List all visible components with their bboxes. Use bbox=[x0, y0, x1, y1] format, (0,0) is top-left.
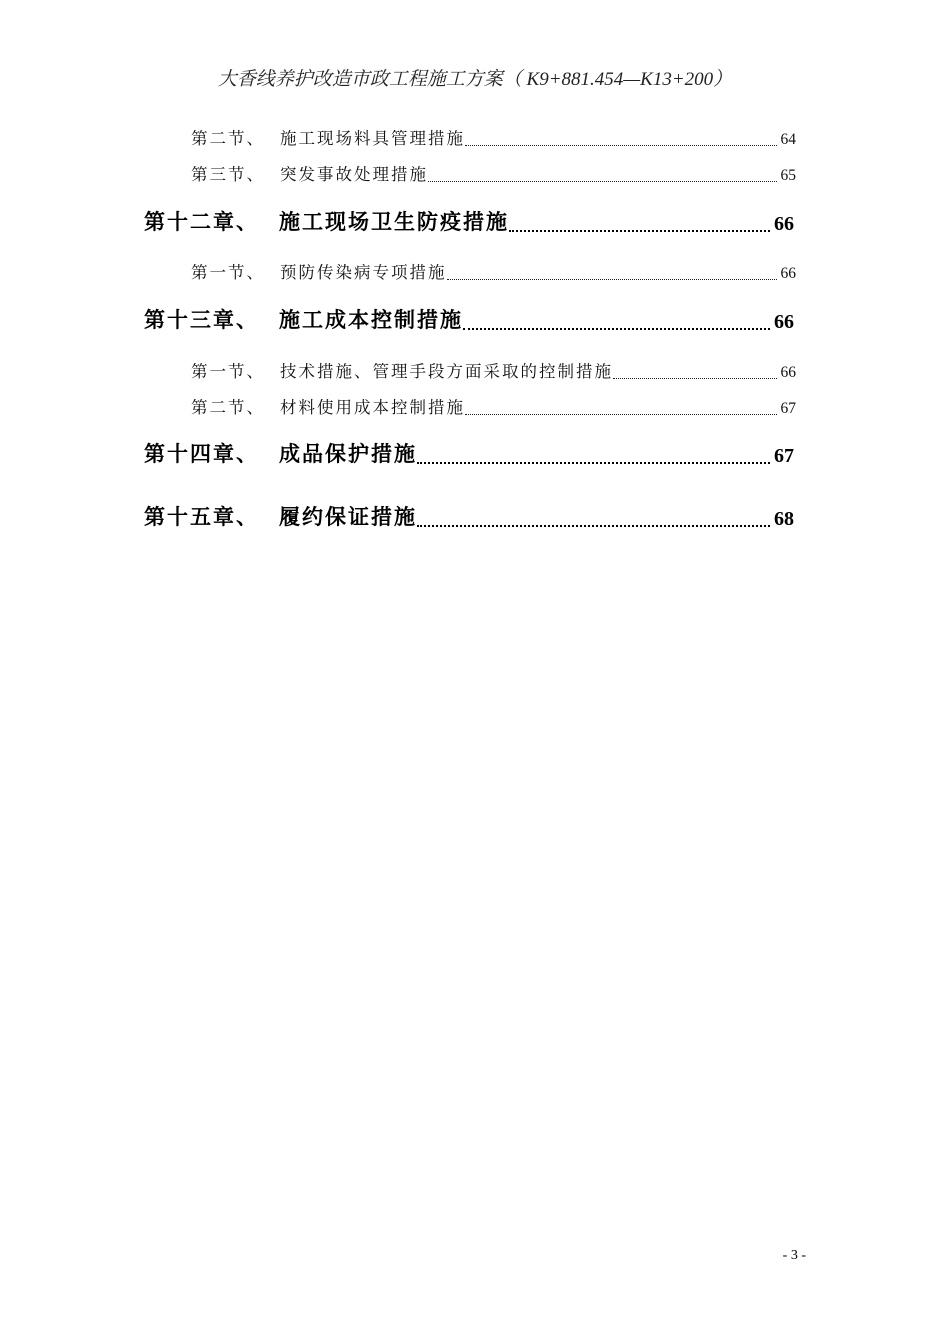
toc-entry-title: 预防传染病专项措施 bbox=[280, 263, 447, 282]
toc-leader-dots bbox=[463, 328, 770, 330]
toc-entry-number: 第一节、 bbox=[191, 362, 265, 381]
toc-chapter-entry[interactable] bbox=[0, 306, 950, 334]
toc-section-entry[interactable] bbox=[0, 163, 950, 185]
toc-entry-title: 材料使用成本控制措施 bbox=[280, 398, 465, 417]
toc-leader-dots bbox=[465, 414, 777, 415]
toc-entry-page: 66 bbox=[774, 213, 794, 235]
toc-leader-dots bbox=[613, 378, 777, 379]
toc-entry-page: 66 bbox=[780, 364, 796, 381]
toc-entry-number: 第一节、 bbox=[191, 263, 265, 282]
toc-leader-dots bbox=[428, 181, 777, 182]
toc-entry-page: 64 bbox=[780, 131, 796, 148]
toc-entry-title: 成品保护措施 bbox=[279, 441, 417, 466]
toc-entry-page: 66 bbox=[774, 311, 794, 333]
toc-entry-page: 65 bbox=[780, 167, 796, 184]
toc-entry-number: 第二节、 bbox=[191, 398, 265, 417]
toc-entry-number: 第十三章、 bbox=[144, 307, 259, 332]
toc-entry-number: 第三节、 bbox=[191, 165, 265, 184]
toc-entry-title: 施工成本控制措施 bbox=[279, 307, 463, 332]
toc-leader-dots bbox=[447, 279, 777, 280]
toc-entry-title: 突发事故处理措施 bbox=[280, 165, 428, 184]
toc-leader-dots bbox=[417, 525, 770, 527]
toc-entry-page: 68 bbox=[774, 508, 794, 530]
toc-chapter-entry[interactable] bbox=[0, 503, 950, 531]
toc-leader-dots bbox=[417, 462, 770, 464]
toc-entry-number: 第十二章、 bbox=[144, 209, 259, 234]
toc-entry-title: 履约保证措施 bbox=[279, 504, 417, 529]
toc-entry-page: 67 bbox=[780, 400, 796, 417]
toc-entry-page: 67 bbox=[774, 445, 794, 467]
toc-section-entry[interactable] bbox=[0, 127, 950, 149]
toc-leader-dots bbox=[509, 230, 770, 232]
toc-entry-title: 施工现场料具管理措施 bbox=[280, 129, 465, 148]
toc-entry-page: 66 bbox=[780, 265, 796, 282]
toc-section-entry[interactable] bbox=[0, 360, 950, 382]
toc-entry-title: 施工现场卫生防疫措施 bbox=[279, 209, 509, 234]
toc-entry-title: 技术措施、管理手段方面采取的控制措施 bbox=[280, 362, 613, 381]
toc-entry-number: 第十五章、 bbox=[144, 504, 259, 529]
page-number: - 3 - bbox=[782, 1248, 806, 1263]
toc-chapter-entry[interactable] bbox=[0, 440, 950, 468]
toc-section-entry[interactable] bbox=[0, 396, 950, 418]
toc-leader-dots bbox=[465, 145, 777, 146]
toc-entry-number: 第十四章、 bbox=[144, 441, 259, 466]
document-header: 大香线养护改造市政工程施工方案（ K9+881.454—K13+200） bbox=[217, 69, 733, 90]
toc-chapter-entry[interactable] bbox=[0, 208, 950, 236]
toc-entry-number: 第二节、 bbox=[191, 129, 265, 148]
toc-section-entry[interactable] bbox=[0, 261, 950, 283]
